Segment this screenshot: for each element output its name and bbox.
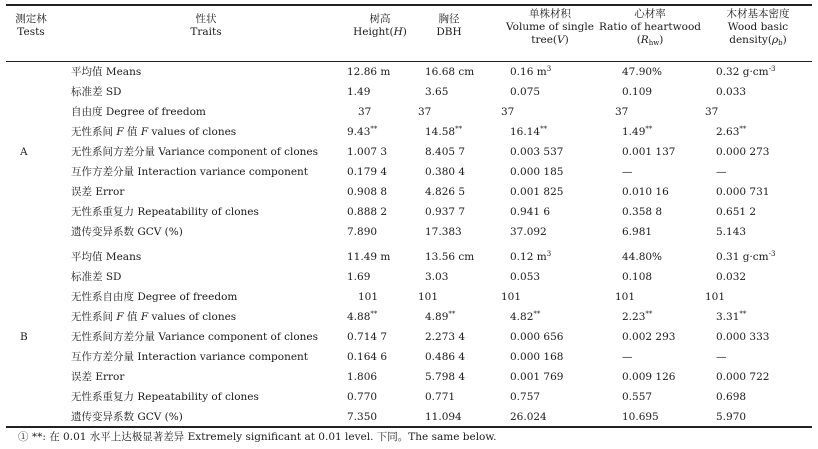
cell-value: 0.651 2 xyxy=(716,206,757,218)
table-cell xyxy=(510,371,563,384)
cell-value: 5.798 4 xyxy=(425,371,466,383)
cell-value: 3.65 xyxy=(425,86,449,98)
trait-label: 误差 Error xyxy=(71,186,125,198)
trait-label xyxy=(71,126,236,139)
trait-label: 标准差 SD xyxy=(71,271,122,283)
trait-label: 无性系间方差分量 Variance component of clones xyxy=(71,331,319,343)
table-cell xyxy=(425,391,455,404)
table-cell xyxy=(347,86,370,99)
header-height-symbol: H xyxy=(393,26,403,38)
cell-value: 0.002 293 xyxy=(622,331,676,343)
table-cell xyxy=(347,126,377,139)
cell-value: 44.80% xyxy=(622,251,663,263)
table-cell xyxy=(347,271,370,284)
cell-value: 0.937 7 xyxy=(425,206,466,218)
header-volume-en2-post: ) xyxy=(564,34,569,46)
cell-value: 4.826 5 xyxy=(425,186,466,198)
header-tests-zh: 测定林 xyxy=(15,13,47,25)
table-cell xyxy=(716,271,746,284)
trait-symbol: F xyxy=(116,126,124,138)
table-cell xyxy=(622,66,662,79)
table-cell xyxy=(347,371,377,384)
cell-value: 4.89 xyxy=(425,311,449,323)
table-cell xyxy=(622,311,652,324)
cell-value: 14.58 xyxy=(425,126,456,138)
table-cell xyxy=(510,251,551,264)
cell-value: 0.32 g·cm xyxy=(716,66,769,78)
header-dbh-en: DBH xyxy=(436,26,462,38)
table-cell xyxy=(510,86,540,99)
table-cell xyxy=(622,226,652,239)
trait-label: 平均值 Means xyxy=(71,66,142,78)
table-cell xyxy=(716,331,769,344)
table-cell xyxy=(622,126,652,139)
cell-value: 0.358 8 xyxy=(622,206,663,218)
cell-value: 2.273 4 xyxy=(425,331,466,343)
table-cell xyxy=(425,86,448,99)
cell-superscript: ** xyxy=(739,310,747,318)
cell-value: 0.009 126 xyxy=(622,371,676,383)
cell-value: 26.024 xyxy=(510,411,547,423)
table-cell xyxy=(716,226,746,239)
cell-value: 10.695 xyxy=(622,411,659,423)
trait-label: 误差 Error xyxy=(71,371,125,383)
cell-value: 37 xyxy=(705,106,719,118)
trait-text: values of clones xyxy=(148,126,237,138)
header-volume-en2-pre: tree( xyxy=(531,34,558,46)
cell-value: 101 xyxy=(501,291,522,303)
table-cell xyxy=(510,331,563,344)
trait-label: 无性系自由度 Degree of freedom xyxy=(71,291,238,303)
table-cell xyxy=(510,126,547,139)
trait-label: 互作方差分量 Interaction variance component xyxy=(71,351,309,363)
table-cell xyxy=(510,351,563,364)
header-heartwood-en1: Ratio of heartwood xyxy=(598,21,702,33)
table-cell xyxy=(622,251,662,264)
table-cell xyxy=(425,226,462,239)
trait-label: 自由度 Degree of freedom xyxy=(71,106,206,118)
cell-value: 0.771 xyxy=(425,391,456,403)
table-cell xyxy=(622,146,675,159)
table-cell xyxy=(716,391,746,404)
table-cell xyxy=(615,291,635,304)
table-cell xyxy=(425,146,465,159)
cell-value: 0.164 6 xyxy=(347,351,388,363)
cell-value: 16.14 xyxy=(510,126,541,138)
header-heartwood-paren-left: ( xyxy=(636,34,641,46)
table-cell xyxy=(425,126,462,139)
cell-value: 0.010 16 xyxy=(622,186,669,198)
cell-value: 0.486 4 xyxy=(425,351,466,363)
cell-value: 7.350 xyxy=(347,411,378,423)
cell-value: 5.143 xyxy=(716,226,747,238)
trait-text: 无性系间 xyxy=(71,126,117,138)
trait-label: 遗传变异系数 GCV (%) xyxy=(71,226,183,238)
trait-label: 无性系间方差分量 Variance component of clones xyxy=(71,146,319,158)
group-label: A xyxy=(20,146,28,158)
table-cell xyxy=(347,186,387,199)
cell-value: 13.56 cm xyxy=(425,251,475,263)
cell-value: 1.007 3 xyxy=(347,146,388,158)
trait-label xyxy=(71,311,236,324)
table-cell xyxy=(716,311,746,324)
table-cell xyxy=(622,411,659,424)
table-cell xyxy=(716,166,727,179)
cell-value: 0.001 769 xyxy=(510,371,564,383)
table-cell xyxy=(716,126,746,139)
header-volume-zh: 单株材积 xyxy=(528,8,571,20)
table-cell xyxy=(425,311,455,324)
cell-value: 0.108 xyxy=(622,271,653,283)
cell-value: 0.888 2 xyxy=(347,206,388,218)
footnote: ① **: 在 0.01 水平上达极显著差异 Extremely significant at 0.01 level. 下同。The same below. xyxy=(18,431,497,443)
cell-superscript: ** xyxy=(370,310,378,318)
header-traits xyxy=(190,13,221,39)
cell-value: 16.68 cm xyxy=(425,66,475,78)
header-height-en-pre: Height( xyxy=(353,26,394,38)
table-cell xyxy=(347,331,387,344)
cell-superscript: -3 xyxy=(768,250,776,258)
header-heartwood-subscript: hw xyxy=(648,39,660,47)
table-cell xyxy=(425,351,465,364)
cell-value: 5.970 xyxy=(716,411,747,423)
header-height-zh: 树高 xyxy=(369,13,391,25)
trait-text: values of clones xyxy=(148,311,237,323)
table-cell xyxy=(510,311,540,324)
header-heartwood-paren-right: ) xyxy=(659,34,664,46)
header-height xyxy=(353,13,407,39)
cell-value: 37 xyxy=(358,106,372,118)
cell-value: — xyxy=(622,166,633,178)
cell-value: 1.49 xyxy=(622,126,646,138)
cell-value: 1.49 xyxy=(347,86,371,98)
cell-value: 2.63 xyxy=(716,126,740,138)
cell-value: 0.001 825 xyxy=(510,186,564,198)
table-cell xyxy=(716,411,746,424)
cell-superscript: ** xyxy=(448,310,456,318)
table-cell xyxy=(716,86,746,99)
table-cell xyxy=(510,271,540,284)
cell-value: 0.557 xyxy=(622,391,653,403)
header-dbh xyxy=(436,13,461,39)
table-cell xyxy=(358,291,378,304)
cell-value: 1.69 xyxy=(347,271,371,283)
cell-value: 17.383 xyxy=(425,226,462,238)
header-height-en xyxy=(353,26,407,39)
table-cell xyxy=(347,391,377,404)
cell-value: 9.43 xyxy=(347,126,371,138)
cell-value: 0.001 137 xyxy=(622,146,676,158)
trait-label: 无性系重复力 Repeatability of clones xyxy=(71,391,259,403)
table-cell xyxy=(425,271,448,284)
header-density-en2-pre: density( xyxy=(729,34,772,46)
cell-value: 0.908 8 xyxy=(347,186,388,198)
table-cell xyxy=(425,206,465,219)
header-traits-zh: 性状 xyxy=(195,13,217,25)
table-cell xyxy=(716,66,775,79)
header-heartwood-symbol: R xyxy=(640,34,649,46)
cell-value: 0.941 6 xyxy=(510,206,551,218)
cell-value: — xyxy=(716,166,727,178)
table-cell xyxy=(622,331,675,344)
table-cell xyxy=(425,166,465,179)
cell-value: 2.23 xyxy=(622,311,646,323)
cell-value: 0.000 656 xyxy=(510,331,564,343)
trait-text: 无性系间 xyxy=(71,311,117,323)
table-cell xyxy=(622,186,669,199)
cell-superscript: ** xyxy=(455,125,463,133)
cell-value: 101 xyxy=(418,291,439,303)
header-heartwood xyxy=(599,8,701,47)
cell-value: 0.000 273 xyxy=(716,146,770,158)
table-cell xyxy=(418,106,431,119)
header-density-symbol: ρ xyxy=(771,34,779,46)
cell-value: 37 xyxy=(418,106,432,118)
cell-value: 3.03 xyxy=(425,271,449,283)
table-cell xyxy=(705,291,725,304)
cell-value: 0.053 xyxy=(510,271,541,283)
cell-superscript: ** xyxy=(739,125,747,133)
cell-value: 0.000 333 xyxy=(716,331,770,343)
cell-value: — xyxy=(716,351,727,363)
table-cell xyxy=(622,371,675,384)
cell-value: 12.86 m xyxy=(347,66,391,78)
trait-label: 互作方差分量 Interaction variance component xyxy=(71,166,309,178)
cell-value: 0.033 xyxy=(716,86,747,98)
cell-value: 4.88 xyxy=(347,311,371,323)
cell-superscript: ** xyxy=(370,125,378,133)
table-cell xyxy=(622,351,633,364)
trait-label: 标准差 SD xyxy=(71,86,122,98)
cell-value: 37 xyxy=(615,106,629,118)
table-cell xyxy=(425,371,465,384)
cell-value: 0.109 xyxy=(622,86,653,98)
table-cell xyxy=(705,106,718,119)
cell-value: 0.032 xyxy=(716,271,747,283)
header-heartwood-en2 xyxy=(599,34,701,47)
table-cell xyxy=(347,311,377,324)
cell-value: 0.31 g·cm xyxy=(716,251,769,263)
header-volume xyxy=(506,8,594,47)
cell-value: 37 xyxy=(501,106,515,118)
cell-value: 11.49 m xyxy=(347,251,391,263)
cell-value: 101 xyxy=(615,291,636,303)
table-cell xyxy=(347,146,387,159)
header-density xyxy=(727,8,790,47)
cell-superscript: ** xyxy=(645,310,653,318)
table-cell xyxy=(347,206,387,219)
table-cell xyxy=(425,411,462,424)
group-label: B xyxy=(20,331,28,343)
cell-value: 8.405 7 xyxy=(425,146,466,158)
table-cell xyxy=(501,106,514,119)
trait-label: 无性系重复力 Repeatability of clones xyxy=(71,206,259,218)
table-cell xyxy=(622,206,662,219)
trait-symbol: F xyxy=(116,311,124,323)
cell-value: 0.179 4 xyxy=(347,166,388,178)
table-cell xyxy=(622,166,633,179)
header-volume-en1: Volume of single xyxy=(506,21,594,33)
table-cell xyxy=(418,291,438,304)
table-cell xyxy=(358,106,371,119)
table-cell xyxy=(510,206,550,219)
cell-superscript: -3 xyxy=(768,65,776,73)
cell-value: 11.094 xyxy=(425,411,462,423)
cell-superscript: ** xyxy=(645,125,653,133)
cell-superscript: 3 xyxy=(546,65,552,73)
cell-value: 0.698 xyxy=(716,391,747,403)
table-cell xyxy=(510,226,547,239)
cell-value: 1.806 xyxy=(347,371,378,383)
table-cell xyxy=(510,391,540,404)
trait-text: 值 xyxy=(123,311,141,323)
header-density-subscript: b xyxy=(778,39,783,47)
header-density-en1: Wood basic xyxy=(727,21,789,33)
table-cell xyxy=(501,291,521,304)
cell-value: 0.770 xyxy=(347,391,378,403)
table-top-rule xyxy=(6,4,812,6)
cell-superscript: ** xyxy=(540,125,548,133)
table-cell xyxy=(716,351,727,364)
cell-value: 47.90% xyxy=(622,66,663,78)
cell-value: 3.31 xyxy=(716,311,740,323)
header-height-en-post: ) xyxy=(402,26,407,38)
cell-value: 0.380 4 xyxy=(425,166,466,178)
table-cell xyxy=(622,271,652,284)
cell-value: 7.890 xyxy=(347,226,378,238)
table-cell xyxy=(510,411,547,424)
header-dbh-zh: 胸径 xyxy=(438,13,460,25)
table-cell xyxy=(347,166,387,179)
cell-value: — xyxy=(622,351,633,363)
cell-superscript: ** xyxy=(533,310,541,318)
header-density-en2 xyxy=(727,34,790,47)
table-cell xyxy=(425,66,474,79)
table-cell xyxy=(716,206,756,219)
table-cell xyxy=(347,251,390,264)
trait-label: 遗传变异系数 GCV (%) xyxy=(71,411,183,423)
header-volume-en2 xyxy=(506,34,594,47)
table-cell xyxy=(347,411,377,424)
trait-text: 值 xyxy=(123,126,141,138)
table-cell xyxy=(510,186,563,199)
cell-value: 0.12 m xyxy=(510,251,547,263)
cell-value: 4.82 xyxy=(510,311,534,323)
header-heartwood-zh: 心材率 xyxy=(634,8,666,20)
table-cell xyxy=(716,251,775,264)
table-cell xyxy=(716,146,769,159)
header-density-en2-post: ) xyxy=(782,34,787,46)
cell-value: 0.000 722 xyxy=(716,371,770,383)
table-cell xyxy=(510,166,563,179)
table-cell xyxy=(622,391,652,404)
cell-value: 0.757 xyxy=(510,391,541,403)
table-cell xyxy=(615,106,628,119)
table-cell xyxy=(510,146,563,159)
cell-value: 0.714 7 xyxy=(347,331,388,343)
cell-superscript: 3 xyxy=(546,250,552,258)
header-tests xyxy=(15,13,47,39)
header-volume-symbol: V xyxy=(557,34,565,46)
header-density-zh: 木材基本密度 xyxy=(726,8,790,20)
table-cell xyxy=(716,371,769,384)
cell-value: 101 xyxy=(358,291,379,303)
table-cell xyxy=(510,66,551,79)
trait-symbol: F xyxy=(140,126,149,138)
header-traits-en: Traits xyxy=(190,26,222,38)
cell-value: 0.16 m xyxy=(510,66,547,78)
table-bottom-rule xyxy=(6,426,812,428)
header-tests-en: Tests xyxy=(17,26,45,38)
table-cell xyxy=(347,351,387,364)
cell-value: 0.000 185 xyxy=(510,166,564,178)
table-cell xyxy=(347,66,390,79)
table-cell xyxy=(716,186,769,199)
trait-symbol: F xyxy=(140,311,149,323)
table-cell xyxy=(425,331,465,344)
cell-value: 6.981 xyxy=(622,226,653,238)
cell-value: 0.000 168 xyxy=(510,351,564,363)
table-cell xyxy=(425,251,474,264)
cell-value: 0.000 731 xyxy=(716,186,770,198)
trait-label: 平均值 Means xyxy=(71,251,142,263)
table-cell xyxy=(622,86,652,99)
cell-value: 37.092 xyxy=(510,226,547,238)
table-cell xyxy=(347,226,377,239)
cell-value: 0.003 537 xyxy=(510,146,564,158)
cell-value: 101 xyxy=(705,291,726,303)
cell-value: 0.075 xyxy=(510,86,541,98)
header-bottom-rule xyxy=(6,61,812,62)
table-cell xyxy=(425,186,465,199)
